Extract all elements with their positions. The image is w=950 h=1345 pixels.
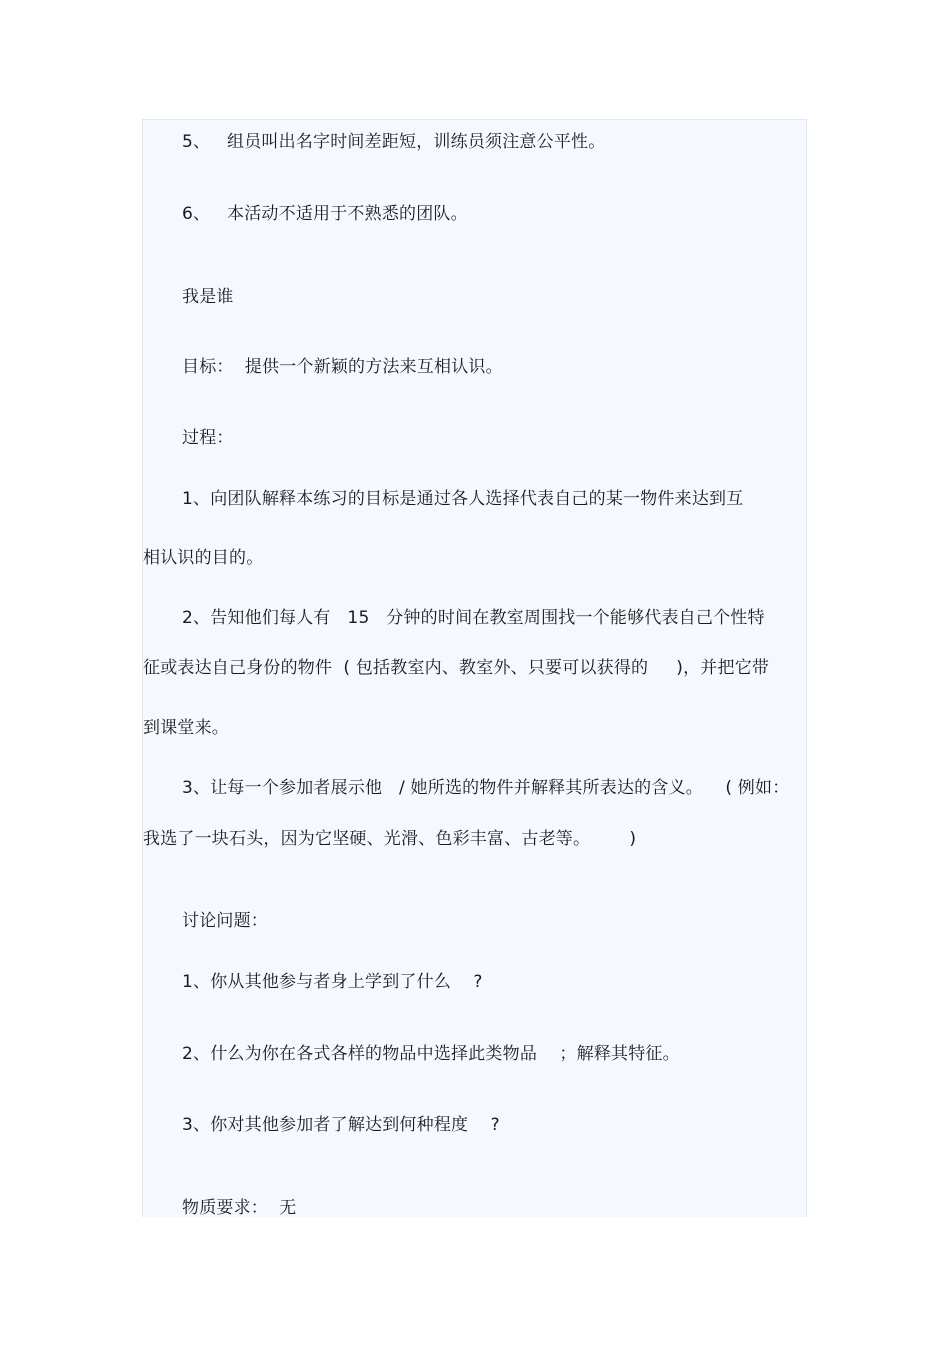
objective-line: 目标： 提供一个新颖的方法来互相认识。	[182, 357, 503, 377]
discussion-heading: 讨论问题：	[182, 911, 268, 931]
materials-line: 物质要求： 无	[182, 1198, 297, 1218]
process-step-1-line-1: 1、向团队解释本练习的目标是通过各人选择代表自己的某一物件来达到互	[182, 489, 744, 509]
process-step-2-line-3: 到课堂来。	[143, 718, 229, 738]
process-step-1-line-2: 相认识的目的。	[143, 548, 264, 568]
note-item-5: 5、 组员叫出名字时间差距短，训练员须注意公平性。	[182, 132, 606, 152]
process-heading: 过程：	[182, 428, 234, 448]
discussion-question-1: 1、你从其他参与者身上学到了什么 ?	[182, 972, 483, 992]
note-item-6: 6、 本活动不适用于不熟悉的团队。	[182, 204, 468, 224]
discussion-question-3: 3、你对其他参加者了解达到何种程度 ?	[182, 1115, 500, 1135]
process-step-2-line-1: 2、告知他们每人有 15 分钟的时间在教室周围找一个能够代表自己个性特	[182, 608, 765, 628]
process-step-3-line-1: 3、让每一个参加者展示他 / 她所选的物件并解释其所表达的含义。 ( 例如：	[182, 778, 790, 798]
process-step-3-line-2: 我选了一块石头，因为它坚硬、光滑、色彩丰富、古老等。 )	[143, 829, 637, 849]
process-step-2-line-2: 征或表达自己身份的物件 ( 包括教室内、教室外、只要可以获得的 )，并把它带	[143, 658, 770, 678]
discussion-question-2: 2、什么为你在各式各样的物品中选择此类物品 ；解释其特征。	[182, 1044, 680, 1064]
section-heading-who-am-i: 我是谁	[182, 287, 234, 307]
